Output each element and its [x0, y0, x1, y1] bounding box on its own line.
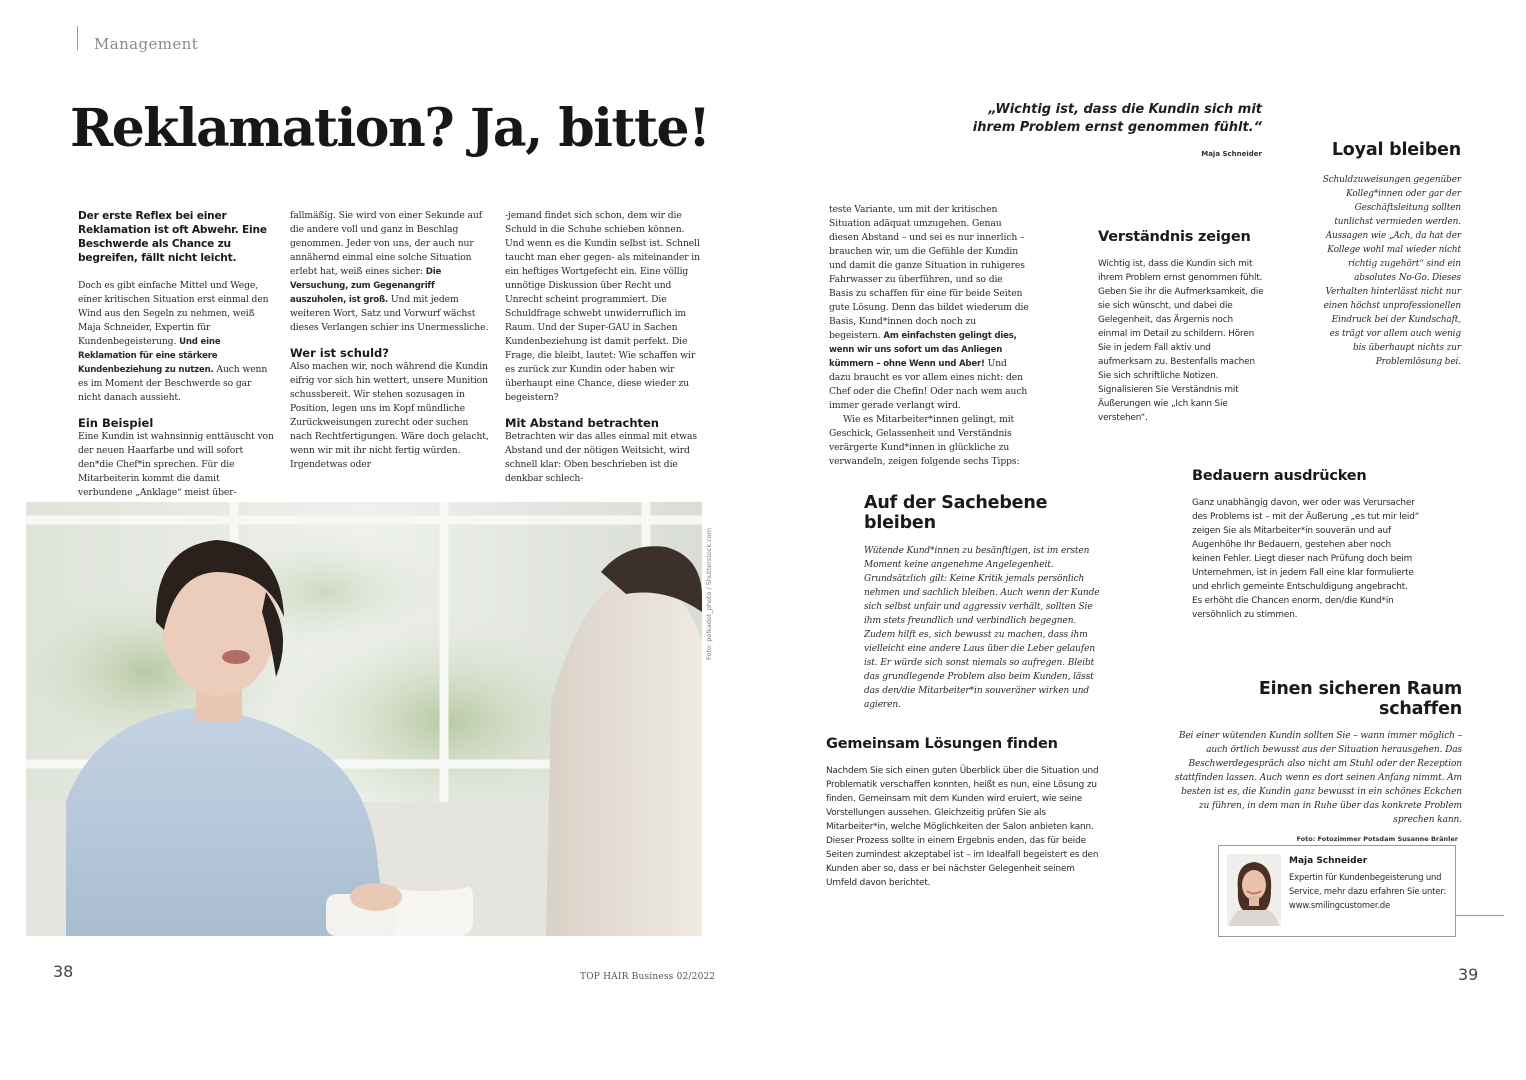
article-column-2: [290, 209, 489, 472]
author-portrait-image: [1227, 854, 1281, 926]
article-column-1: [78, 209, 274, 500]
author-box: [1218, 845, 1456, 937]
tip-title: Gemeinsam Lösungen finden: [826, 736, 1058, 752]
tip-title: Verständnis zeigen: [1098, 229, 1251, 245]
tip-text: Wütende Kund*innen zu besänftigen, ist im ersten Moment keine angenehme Angelegenheit. Grundsätzlich gilt: Keine Kritik jemals persönlich nehmen und sachlich bleiben. Auch wenn der Kunde sich selbst unfair und aggressiv verhält, sollten Sie ihm stets freundlich und verbindlich begegnen. Zudem hilft es, sich bewusst zu machen, dass ihm vielleicht eine andere Laus über die Leber gelaufen ist. Er würde sich sonst niemals so aufregen. Bleibt das grundlegende Problem also beim Kunden, lässt das den/die Mitarbeiter*in souveräner wirken und agieren.: [864, 546, 1100, 710]
tip-text: Bei einer wütenden Kundin sollten Sie – wann immer möglich – auch örtlich bewusst aus der Situation herausgehen. Das Beschwerdegespräch also nicht am Stuhl oder der Rezeption stattfinden lassen. Auch wenn es dort seinen Anfang nimmt. Am besten ist es, die Kundin ganz bewusst in ein schönes Eckchen zu führen, in dem man in Ruhe über das konkrete Problem sprechen kann.: [1174, 731, 1462, 825]
page-number-left: 38: [53, 962, 74, 981]
paragraph: Wie es Mitarbeiter*innen gelingt, mit Geschick, Gelassenheit und Verständnis verärgerte Kund*innen in glückliche zu verwandeln, zeigen folgende sechs Tipps:: [829, 414, 1020, 467]
photo-credit: [705, 500, 717, 660]
subheading-wer-ist-schuld: Wer ist schuld?: [290, 346, 389, 360]
tip-title: Bedauern ausdrücken: [1192, 468, 1367, 484]
paragraph-text-b: Und mit jedem weiteren Wort, Satz und Vorwurf wächst dieses Verlangen schier ins Unermessliche.: [290, 294, 489, 333]
paragraph-text-bold: Am einfachsten gelingt dies, wenn wir uns sofort um das Anliegen kümmern – ohne Wenn und Aber!: [829, 331, 1017, 369]
quote-author: Maja Schneider: [1201, 150, 1262, 158]
subheading-ein-beispiel: Ein Beispiel: [78, 416, 154, 430]
tip-title: Einen sicheren Raum schaffen: [1258, 679, 1462, 719]
tip-box-loesungen: [826, 736, 1102, 890]
intro-paragraph: [78, 279, 274, 405]
page-title: Reklamation? Ja, bitte!: [70, 98, 710, 159]
intro-text-a: Doch es gibt einfache Mittel und Wege, einer kritischen Situation erst einmal den Wind aus den Segeln zu nehmen, weiß Maja Schneider, Expertin für Kundenbegeisterung.: [78, 280, 269, 347]
tip-box-verstaendnis: [1098, 229, 1264, 425]
paragraph: -jemand findet sich schon, dem wir die Schuld in die Schuhe schieben können. Und wenn es die Kundin selbst ist. Schnell taucht man eher gegen- als miteinander in ein heftiges Wortgefecht ein. Eine völlig unnötige Diskussion über Recht und Unrecht scheint programmiert. Die Schuldfrage schwebt unwiderruflich im Raum. Und der Super-GAU in Sachen Kundenbeziehung ist damit perfekt. Die Frage, die bleibt, lautet: Wie schaffen wir es zurück zur Kundin oder haben wir überhaupt eine Chance, diese wieder zu begeistern?: [505, 210, 700, 403]
tip-box-sachebene: [864, 493, 1110, 712]
section-label: Management: [94, 35, 199, 53]
paragraph-text-a: fallmäßig. Sie wird von einer Sekunde auf die andere voll und ganz in Beschlag genommen. Jeder von uns, der auch nur annähernd einmal eine solche Situation erlebt hat, weiß eines sicher:: [290, 210, 482, 277]
article-photo: [26, 502, 702, 936]
paragraph: [290, 209, 489, 335]
paragraph-text-a: teste Variante, um mit der kritischen Situation adäquat umzugehen. Genau diesen Abstand – und sei es nur innerlich – brauchen wir, um die Gefühle der Kundin und damit die ganze Situation in ruhigeres Fahrwasser zu überführen, und so die Basis zu schaffen für eine für beide Seiten gute Lösung. Denn das bildet wiederum die Basis, Kund*innen doch noch zu begeistern.: [829, 204, 1029, 341]
subheading-mit-abstand: Mit Abstand betrachten: [505, 416, 659, 430]
tip-text: Nachdem Sie sich einen guten Überblick über die Situation und Problematik verschaffen konnten, heißt es nun, eine Lösung zu finden. Gemeinsam mit dem Kunden wird eruiert, wie seine Vorstellungen aussehen. Gleichzeitig prüfen Sie als Mitarbeiter*in, welche Möglichkeiten der Salon anbieten kann. Dieser Prozess sollte in einem Ergebnis enden, das für beide Seiten zumindest akzeptabel ist – im Idealfall begeistert es den Kunden aber so, dass er bei nächster Gelegenheit seinem Umfeld davon berichtet.: [826, 766, 1099, 888]
author-box-rule: [1456, 915, 1504, 916]
paragraph: Also machen wir, noch während die Kundin eifrig vor sich hin wettert, unsere Munition schussbereit. Wir stehen sozusagen in Position, legen uns im Kopf mündliche Zurückweisungen zurecht oder suchen nach Rechtfertigungen. Wäre doch gelacht, wenn wir mit ihr nicht fertig würden. Irgendetwas oder: [290, 361, 489, 470]
author-photo-credit: Foto: Fotozimmer Potsdam Susanne Bränler: [1296, 835, 1458, 843]
tip-box-bedauern: [1192, 468, 1420, 622]
tip-title: Loyal bleiben: [1331, 140, 1461, 160]
tip-title: Auf der Sachebene bleiben: [864, 493, 1048, 533]
intro-text-b: Auch wenn es im Moment der Beschwerde so gar nicht danach aussieht.: [78, 364, 268, 403]
photo-credit-text: Foto: polkadot_photo / Shutterstock.com: [705, 527, 713, 660]
lead-paragraph: Der erste Reflex bei einer Reklamation ist oft Abwehr. Eine Beschwerde als Chance zu begreifen, fällt nicht leicht.: [78, 210, 267, 264]
paragraph-text-b: Und dazu braucht es vor allem eines nicht: den Chef oder die Chefin! Oder nach wem auch immer gerade verlangt wird.: [829, 358, 1028, 411]
tip-text: Wichtig ist, dass die Kundin sich mit ihrem Problem ernst genommen fühlt. Geben Sie ihr die Aufmerksamkeit, die sie sich wünscht, und dabei die Gelegenheit, das Ärgernis noch einmal im Detail zu schildern. Hören Sie in jedem Fall aktiv und aufmerksam zu. Bestenfalls machen Sie sich schriftliche Notizen. Signalisieren Sie Verständnis mit Äußerungen wie „Ich kann Sie verstehen“.: [1098, 259, 1264, 423]
page-number-right: 39: [1458, 965, 1479, 984]
author-portrait: [1227, 854, 1281, 926]
magazine-issue: TOP HAIR Business 02/2022: [580, 972, 716, 982]
article-column-3: [505, 209, 703, 486]
paragraph: [829, 203, 1029, 413]
tip-box-raum: [1174, 679, 1462, 827]
paragraph-text-bold: Die Versuchung, zum Gegenangriff auszuholen, ist groß.: [290, 267, 442, 305]
pull-quote: „Wichtig ist, dass die Kundin sich mit ihrem Problem ernst genommen fühlt.“: [972, 102, 1262, 135]
tip-box-loyal: [1320, 140, 1461, 369]
tip-text: Ganz unabhängig davon, wer oder was Verursacher des Problems ist – mit der Äußerung „es tut mir leid“ zeigen Sie als Mitarbeiter*in souverän und auf Augenhöhe Ihr Bedauern, gestehen aber noch keinen Fehler. Liegt dieser nach Prüfung doch beim Unternehmen, ist in jedem Fall eine klar formulierte und ehrlich gemeinte Entschuldigung angebracht. Es erhöht die Chancen enorm, den/die Kund*in versöhnlich zu stimmen.: [1192, 498, 1420, 620]
author-description: Expertin für Kundenbegeisterung und Service, mehr dazu erfahren Sie unter: www.smilingcustomer.de: [1289, 872, 1447, 910]
tip-text: Schuldzuweisungen gegenüber Kolleg*innen oder gar der Geschäftsleitung sollten tunlichst vermieden werden. Aussagen wie „Ach, da hat der Kollege wohl mal wieder nicht richtig zugehört“ sind ein absolutes No-Go. Dieses Verhalten hinterlässt nicht nur einen höchst unprofessionellen Eindruck bei der Kundschaft, es trägt vor allem auch wenig bis überhaupt nichts zur Problemlösung bei.: [1322, 175, 1461, 367]
photo-woman-at-table: [26, 502, 702, 936]
article-column-4: [829, 203, 1029, 469]
intro-text-bold: Und eine Reklamation für eine stärkere Kundenbeziehung zu nutzen.: [78, 337, 221, 375]
paragraph: Eine Kundin ist wahnsinnig enttäuscht von der neuen Haarfarbe und will sofort den*die Chef*in sprechen. Für die Mitarbeiterin kommt die damit verbundene „Anklage“ meist über-: [78, 431, 274, 498]
paragraph: Betrachten wir das alles einmal mit etwas Abstand und der nötigen Weitsicht, wird schnell klar: Oben beschrieben ist die denkbar schlech-: [505, 431, 698, 484]
author-name: Maja Schneider: [1289, 856, 1368, 866]
section-divider: [77, 26, 78, 50]
